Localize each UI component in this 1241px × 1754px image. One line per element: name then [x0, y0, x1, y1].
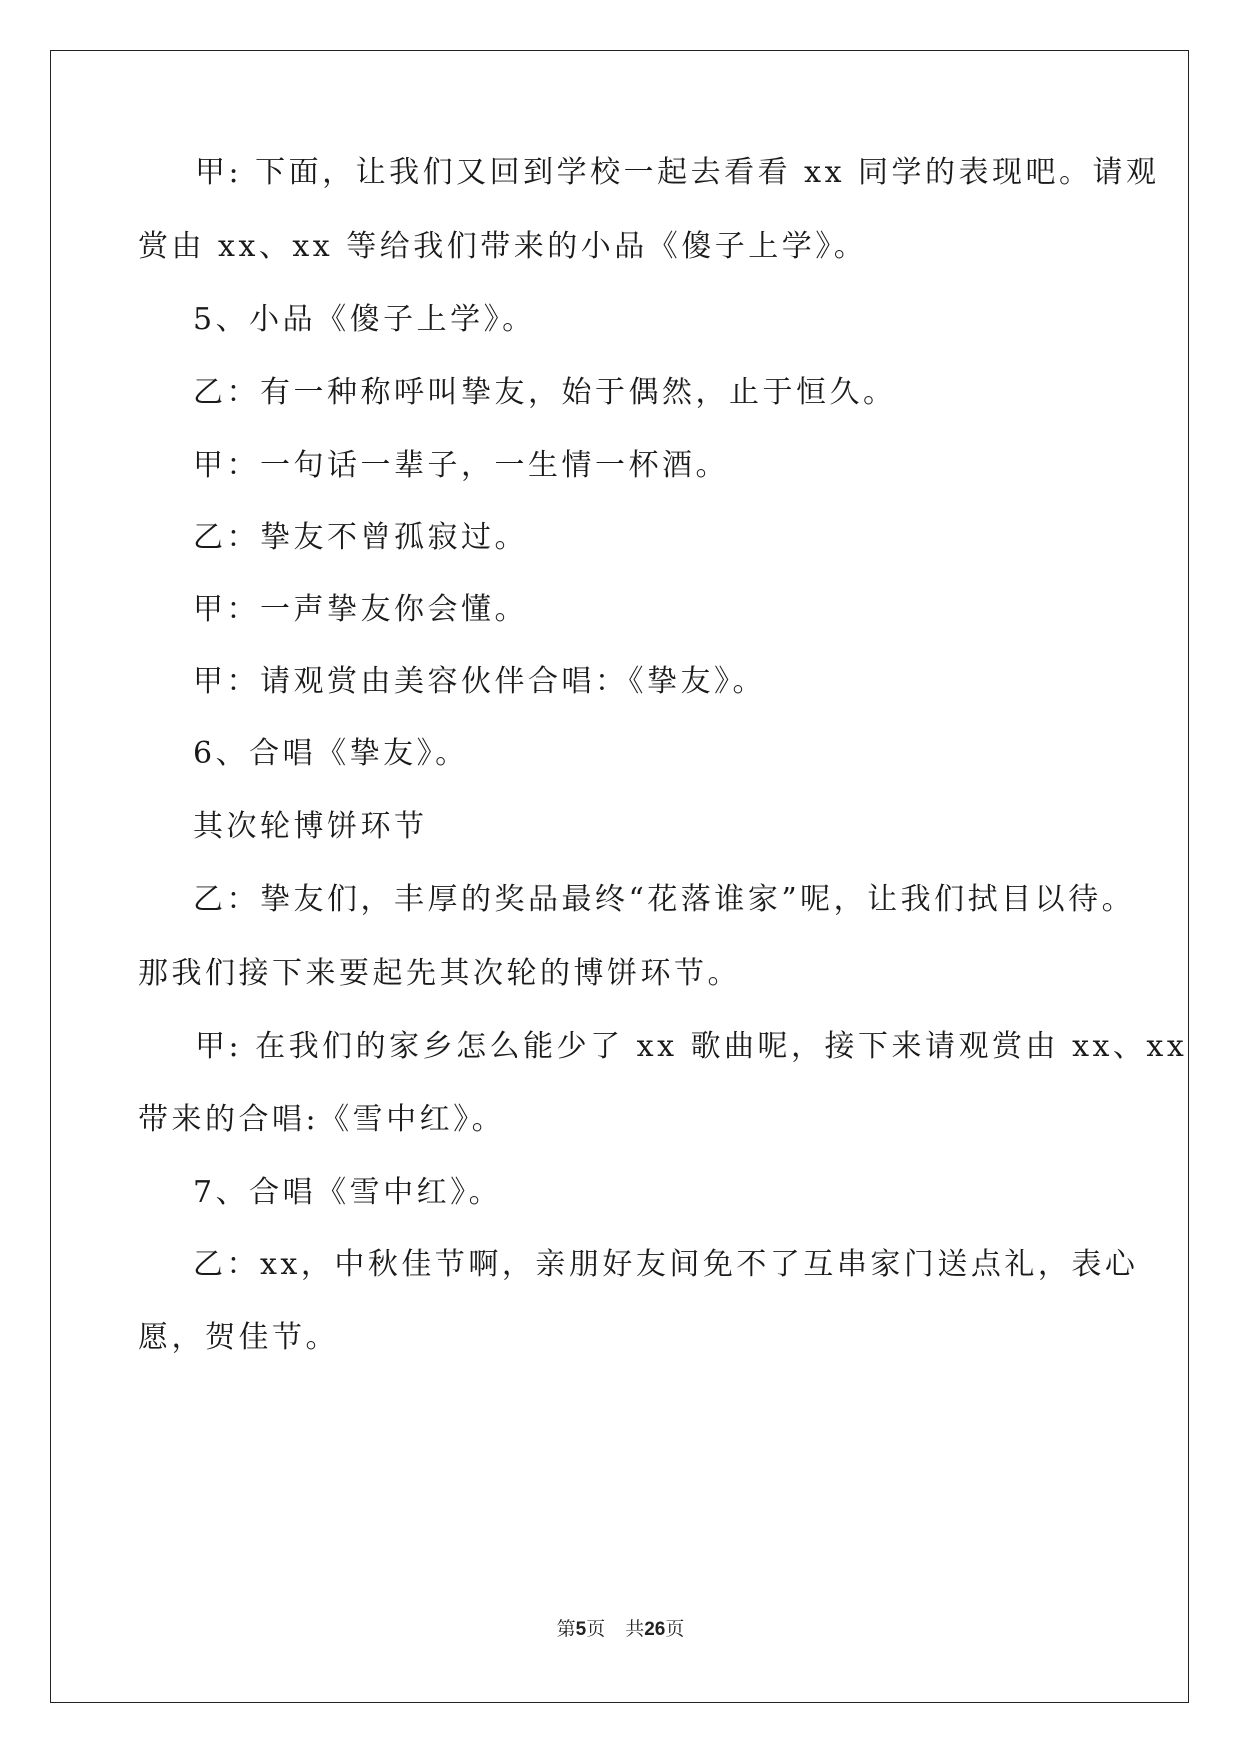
text-line: 6、合唱《挚友》。	[193, 736, 469, 771]
text-line: 甲: 在我们的家乡怎么能少了 xx 歌曲呢，接下来请观赏由 xx、xx	[195, 1029, 1188, 1064]
text-line: 愿，贺佳节。	[138, 1320, 339, 1355]
text-line: 5、小品《傻子上学》。	[193, 302, 536, 337]
text-line: 甲：一句话一辈子，一生情一杯酒。	[193, 448, 729, 483]
text-line: 甲: 下面，让我们又回到学校一起去看看 xx 同学的表现吧。请观	[195, 155, 1160, 190]
text-line: 7、合唱《雪中红》。	[193, 1175, 503, 1210]
text-line: 乙：xx，中秋佳节啊，亲朋好友间免不了互串家门送点礼，表心	[193, 1247, 1139, 1282]
text-line: 那我们接下来要起先其次轮的博饼环节。	[138, 956, 741, 991]
section-heading: 其次轮博饼环节	[193, 809, 428, 844]
footer-page-word: 页	[586, 1618, 606, 1640]
page-number-footer	[0, 1617, 1241, 1642]
text-line: 带来的合唱:《雪中红》。	[138, 1102, 506, 1137]
footer-total-prefix: 共	[625, 1618, 645, 1640]
text-line: 赏由 xx、xx 等给我们带来的小品《傻子上学》。	[138, 229, 868, 264]
footer-prefix: 第	[556, 1618, 576, 1640]
text-line: 甲：请观赏由美容伙伴合唱：《挚友》。	[193, 664, 766, 699]
current-page-number: 5	[575, 1619, 587, 1640]
text-line: 乙：挚友们，丰厚的奖品最终“花落谁家”呢，让我们拭目以待。	[193, 882, 1136, 917]
footer-total-word: 页	[665, 1618, 685, 1640]
text-line: 乙：有一种称呼叫挚友，始于偶然，止于恒久。	[193, 375, 897, 410]
text-line: 甲：一声挚友你会懂。	[193, 592, 528, 627]
total-pages-number: 26	[644, 1619, 666, 1640]
text-line: 乙：挚友不曾孤寂过。	[193, 520, 528, 555]
page-border	[50, 50, 1189, 1703]
